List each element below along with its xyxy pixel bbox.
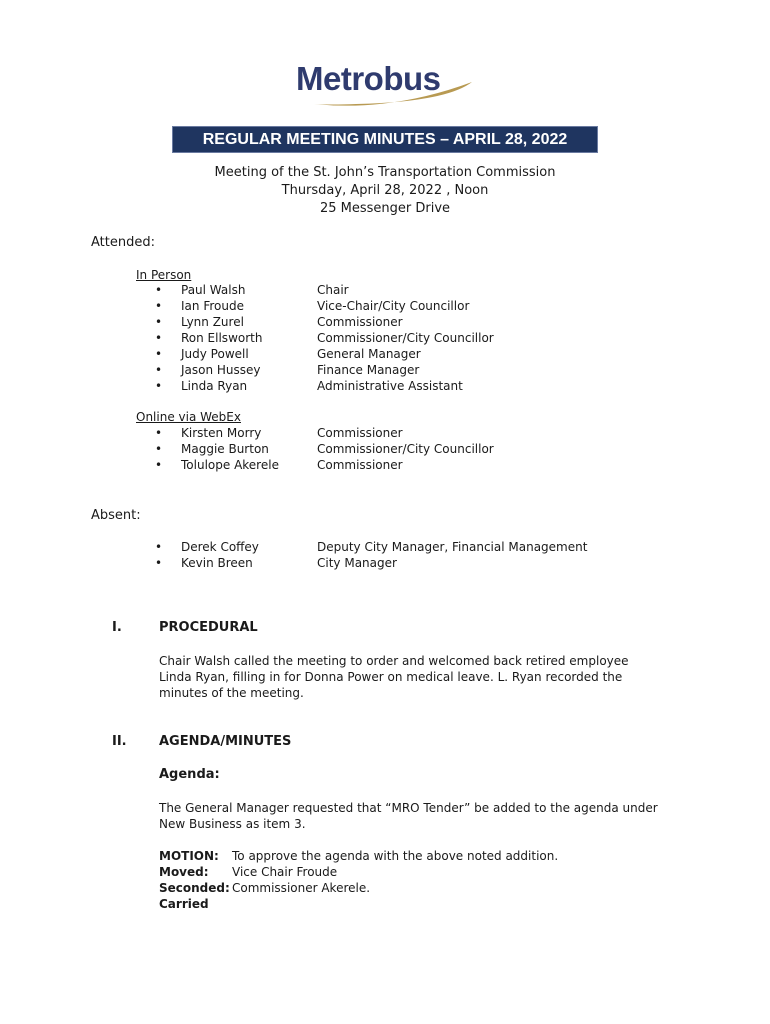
paragraph-line: minutes of the meeting. [159,686,304,700]
motion-value: To approve the agenda with the above noted addition. [232,849,559,863]
logo-text: Metrobus [296,60,441,97]
attendee-name: Kirsten Morry [181,426,262,440]
absent-label: Absent: [91,508,141,523]
attended-label: Attended: [91,235,155,250]
attendee-row [155,555,715,571]
attendee-row [155,425,715,441]
attendee-role: Commissioner/City Councillor [317,331,494,345]
attendee-row [155,362,715,378]
attendee-row [155,298,715,314]
attendee-name: Ron Ellsworth [181,331,263,345]
carried-row [159,896,679,912]
seconded-value: Commissioner Akerele. [232,881,371,895]
meeting-name: Meeting of the St. John’s Transportation Commission [214,165,556,180]
bullet-icon: • [155,556,163,570]
attendee-row [155,457,715,473]
in-person-heading: In Person [136,268,192,282]
paragraph-line: Linda Ryan, filling in for Donna Power on medical leave. L. Ryan recorded the [159,670,623,684]
section-1-number: I. [112,620,122,635]
section-1-paragraph [159,653,659,701]
attendee-role: Commissioner [317,458,403,472]
attendee-name: Jason Hussey [181,363,261,377]
section-1-title: PROCEDURAL [159,620,258,635]
attendee-name: Tolulope Akerele [181,458,279,472]
bullet-icon: • [155,379,163,393]
moved-value: Vice Chair Froude [232,865,338,879]
bullet-icon: • [155,283,163,297]
carried-key: Carried [159,897,209,911]
motion-row [159,848,679,864]
attendee-name: Judy Powell [181,347,249,361]
attendee-row [155,346,715,362]
meeting-date: Thursday, April 28, 2022 , Noon [281,183,489,198]
metrobus-logo [296,60,476,112]
attendee-name: Kevin Breen [181,556,253,570]
bullet-icon: • [155,442,163,456]
attendee-name: Maggie Burton [181,442,269,456]
section-2-paragraph [159,800,659,832]
bullet-icon: • [155,315,163,329]
attendee-role: City Manager [317,556,397,570]
paragraph-line: New Business as item 3. [159,817,306,831]
attendee-role: Administrative Assistant [317,379,463,393]
attendee-row [155,539,715,555]
attendee-role: Finance Manager [317,363,420,377]
attendee-name: Paul Walsh [181,283,246,297]
seconded-row [159,880,679,896]
seconded-key: Seconded: [159,881,230,895]
document-title-banner: REGULAR MEETING MINUTES – APRIL 28, 2022 [172,126,598,153]
attendee-name: Linda Ryan [181,379,248,393]
attendee-role: Chair [317,283,349,297]
attendee-role: General Manager [317,347,421,361]
attendee-role: Commissioner/City Councillor [317,442,494,456]
attendee-role: Deputy City Manager, Financial Management [317,540,588,554]
paragraph-line: The General Manager requested that “MRO Tender” be added to the agenda under [159,801,658,815]
attendee-role: Vice-Chair/City Councillor [317,299,470,313]
motion-key: MOTION: [159,849,219,863]
bullet-icon: • [155,426,163,440]
attendee-role: Commissioner [317,315,403,329]
attendee-name: Derek Coffey [181,540,259,554]
bullet-icon: • [155,299,163,313]
section-2-number: II. [112,734,127,749]
bullet-icon: • [155,540,163,554]
section-2-title: AGENDA/MINUTES [159,734,292,749]
bullet-icon: • [155,458,163,472]
bullet-icon: • [155,331,163,345]
moved-key: Moved: [159,865,209,879]
bullet-icon: • [155,347,163,361]
attendee-row [155,378,715,394]
attendee-name: Ian Froude [181,299,244,313]
attendee-row [155,282,715,298]
attendee-role: Commissioner [317,426,403,440]
meeting-location: 25 Messenger Drive [319,201,451,216]
bullet-icon: • [155,363,163,377]
attendee-row [155,441,715,457]
online-heading: Online via WebEx [136,410,241,424]
attendee-row [155,314,715,330]
moved-row [159,864,679,880]
agenda-subheading: Agenda: [159,767,220,782]
paragraph-line: Chair Walsh called the meeting to order and welcomed back retired employee [159,654,629,668]
attendee-row [155,330,715,346]
attendee-name: Lynn Zurel [181,315,244,329]
